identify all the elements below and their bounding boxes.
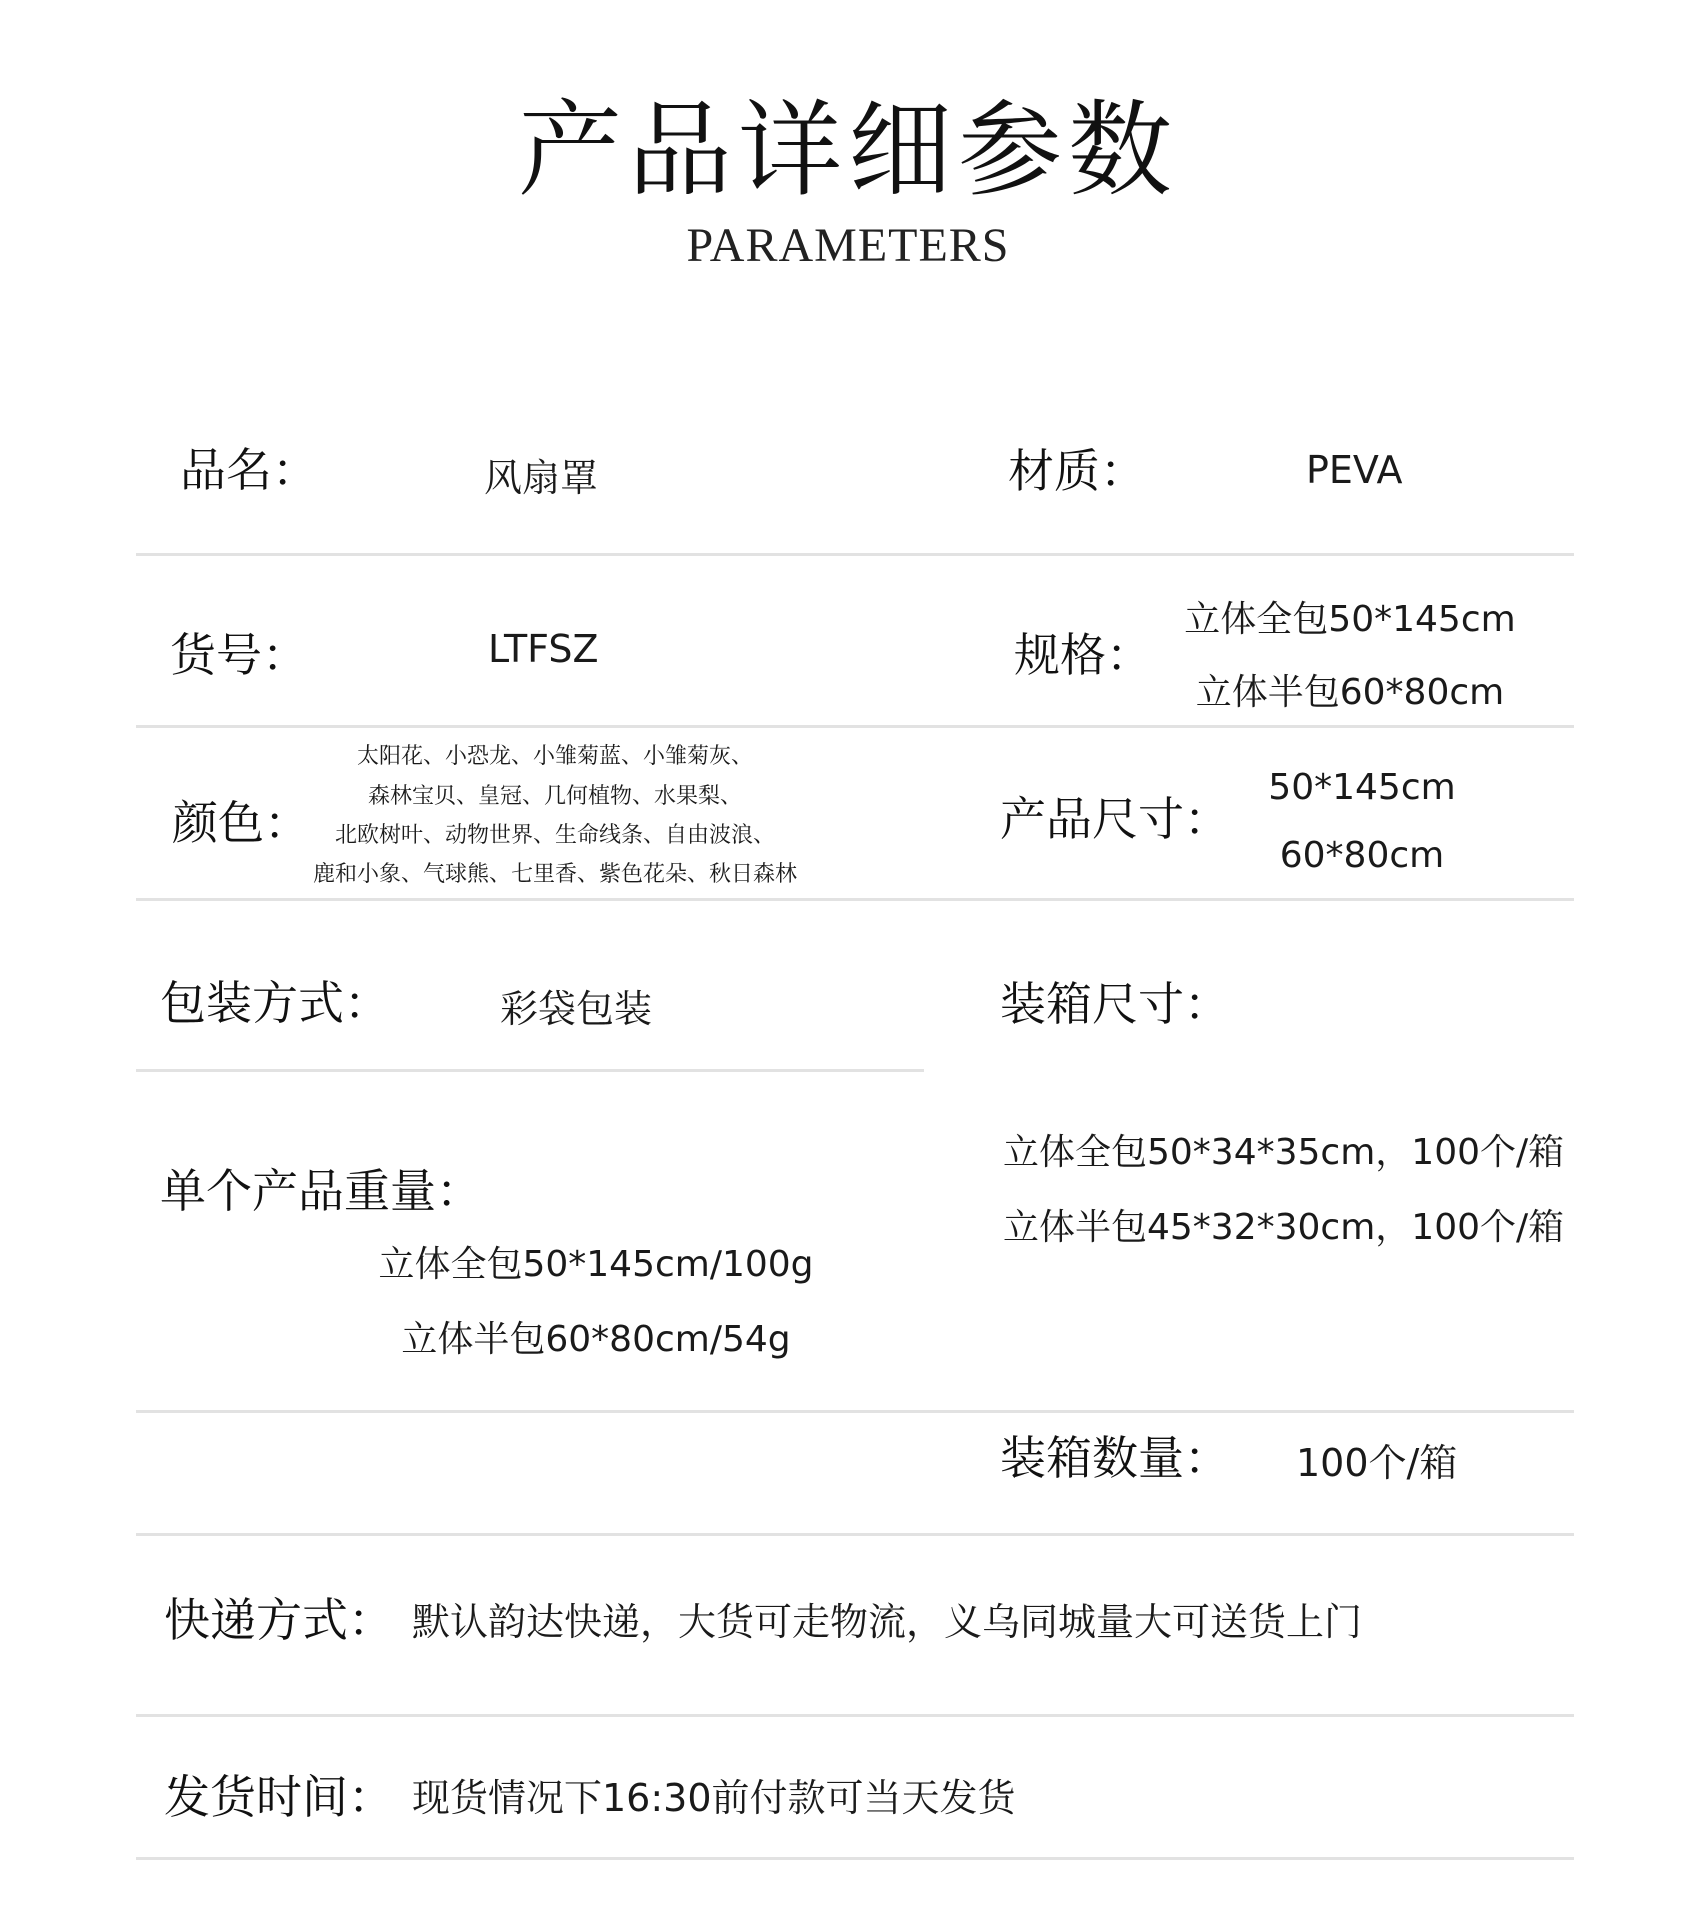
row-divider <box>136 1857 1574 1860</box>
row-divider <box>136 898 1574 901</box>
product-size-label: 产品尺寸： <box>1000 792 1230 846</box>
name-value: 风扇罩 <box>484 456 599 500</box>
material-label: 材质： <box>1008 444 1146 498</box>
packaging-value: 彩袋包装 <box>500 987 653 1031</box>
page-subtitle: PARAMETERS <box>686 219 1010 272</box>
carton-size-value-1: 立体全包50*34*35cm，100个/箱 <box>1003 1132 1565 1173</box>
color-line-1: 太阳花、小恐龙、小雏菊蓝、小雏菊灰、 <box>356 744 753 769</box>
color-line-4: 鹿和小象、气球熊、七里香、紫色花朵、秋日森林 <box>312 862 797 887</box>
spec-value-2: 立体半包60*80cm <box>1195 672 1505 713</box>
color-line-2: 森林宝贝、皇冠、几何植物、水果梨、 <box>367 784 742 809</box>
row-divider <box>136 1714 1574 1717</box>
item-no-label: 货号： <box>170 628 308 682</box>
carton-size-label: 装箱尺寸： <box>1000 977 1230 1031</box>
color-line-3: 北欧树叶、动物世界、生命线条、自由波浪、 <box>334 823 775 848</box>
dispatch-value: 现货情况下16:30前付款可当天发货 <box>412 1776 1016 1820</box>
dispatch-label: 发货时间： <box>164 1770 394 1824</box>
carton-qty-label: 装箱数量： <box>1000 1431 1230 1485</box>
spec-value-1: 立体全包50*145cm <box>1184 599 1516 640</box>
color-label: 颜色： <box>172 796 310 850</box>
product-size-value-1: 50*145cm <box>1268 767 1456 808</box>
name-label: 品名： <box>180 443 318 497</box>
row-divider-left <box>136 1069 924 1072</box>
row-divider <box>136 1533 1574 1536</box>
spec-label: 规格： <box>1014 628 1152 682</box>
packaging-label: 包装方式： <box>160 976 390 1030</box>
product-size-value-2: 60*80cm <box>1279 835 1445 876</box>
page-title: 产品详细参数 <box>517 89 1178 211</box>
carton-qty-value: 100个/箱 <box>1296 1441 1458 1485</box>
row-divider <box>136 1410 1574 1413</box>
shipping-label: 快递方式： <box>164 1593 394 1647</box>
row-divider <box>136 553 1574 556</box>
weight-label: 单个产品重量： <box>160 1164 482 1218</box>
carton-size-value-2: 立体半包45*32*30cm，100个/箱 <box>1003 1207 1565 1248</box>
row-divider <box>136 725 1574 728</box>
material-value: PEVA <box>1306 448 1403 492</box>
weight-value-2: 立体半包60*80cm/54g <box>401 1319 791 1360</box>
item-no-value: LTFSZ <box>488 627 599 671</box>
weight-value-1: 立体全包50*145cm/100g <box>378 1244 814 1285</box>
shipping-value: 默认韵达快递，大货可走物流，义乌同城量大可送货上门 <box>412 1600 1363 1644</box>
